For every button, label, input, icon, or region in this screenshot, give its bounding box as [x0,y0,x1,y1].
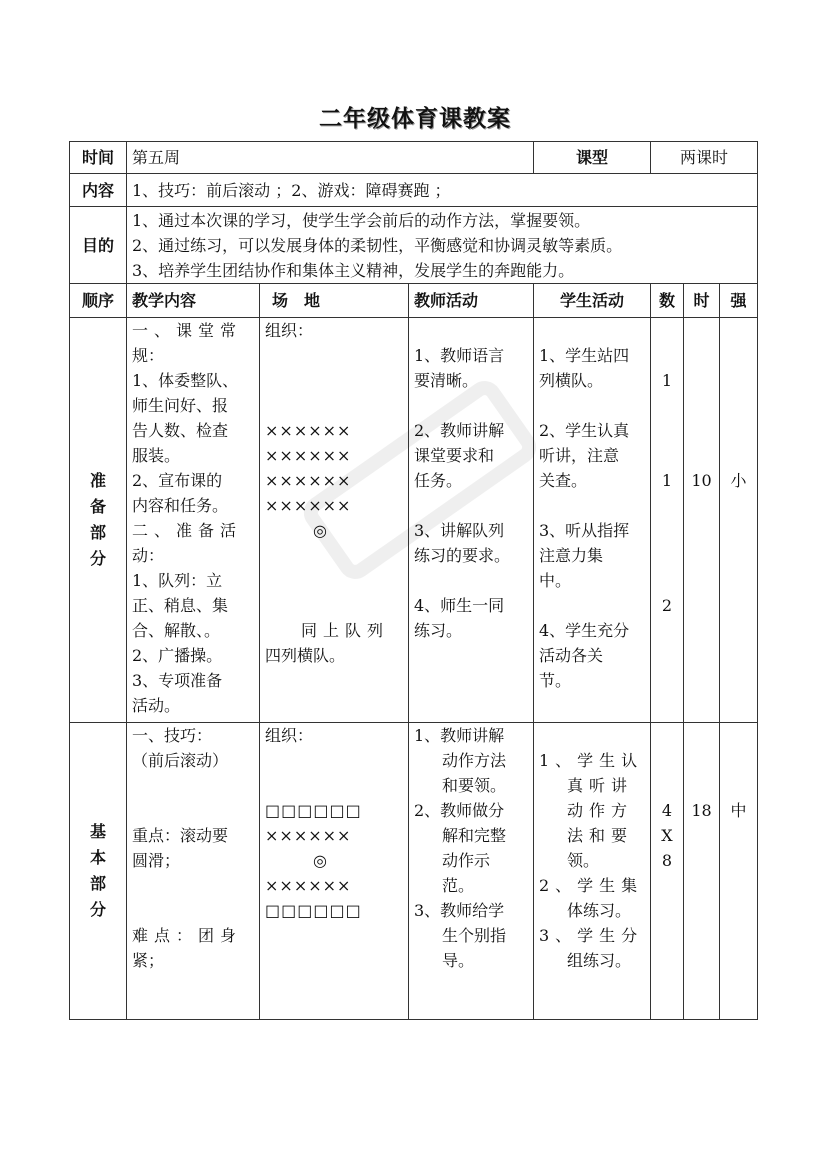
prep-section-row [70,318,758,723]
time-value: 第五周 [127,142,534,174]
time-label: 时间 [70,142,127,174]
col-venue: 场 地 [260,284,409,318]
basic-section-label: 基 本 部 分 [70,723,127,1020]
basic-section-row [70,723,758,1020]
prep-section-label: 准 备 部 分 [70,318,127,723]
goal-item: 2、通过练习，可以发展身体的柔韧性，平衡感觉和协调灵敏等素质。 [132,235,623,255]
content-row [70,174,758,207]
goal-item: 3、培养学生团结协作和集体主义精神，发展学生的奔跑能力。 [132,260,575,280]
lesson-plan-table [69,141,758,1020]
col-teacher: 教师活动 [409,284,534,318]
teacher-mark: ◎ [313,851,327,870]
basic-intensity: 中 [720,723,758,1020]
type-value: 两课时 [651,142,758,174]
content-value: 1、技巧：前后滚动 ；2、游戏：障碍赛跑 ； [127,174,758,207]
goal-list [127,207,758,284]
formation-row: □□□□□□ [265,801,362,820]
venue-note: 四列横队。 [265,646,346,665]
column-header-row [70,284,758,318]
formation-row: ×××××× [265,446,352,465]
formation-row: ×××××× [265,826,352,845]
col-time: 时 [684,284,720,318]
venue-label: 组织： [265,321,314,340]
col-student: 学生活动 [534,284,651,318]
formation-row: ×××××× [265,496,352,515]
formation-row: ×××××× [265,421,352,440]
basic-venue [260,723,409,1020]
col-count: 数 [651,284,684,318]
prep-time: 10 [684,318,720,723]
prep-venue [260,318,409,723]
col-content: 教学内容 [127,284,260,318]
formation-row: ×××××× [265,876,352,895]
goal-label: 目的 [70,207,127,284]
page-title: 二年级体育课教案 [319,106,511,132]
content-label: 内容 [70,174,127,207]
basic-time: 18 [684,723,720,1020]
formation-row: ×××××× [265,471,352,490]
col-intensity: 强 [720,284,758,318]
basic-student: 1、学生认 真听讲 动作方 法和要 领。 2、学生集 体练习。 3、学生分 组练习。 [534,723,651,1020]
prep-count: 1 1 2 [651,318,684,723]
time-row [70,142,758,174]
prep-student: 1、学生站四 列横队。 2、学生认真 听讲，注意 关查。 3、听从指挥 注意力集 中。 4、学生充分 活动各关 节。 [534,318,651,723]
type-label: 课型 [534,142,651,174]
venue-label: 组织： [265,726,314,745]
goal-item: 1、通过本次课的学习，使学生学会前后的动作方法，掌握要领。 [132,210,591,230]
venue-note: 同上队列 [301,621,390,640]
prep-content: 一、课堂常 规： 1、体委整队、 师生问好、报 告人数、检查 服装。 2、宣布课的 内容和任务。 二、准备活 动： 1、队列：立 正、稍息、集 合、解散、。 2、广播操。 3、专项准备 活动。 [127,318,260,723]
goal-row [70,207,758,284]
formation-row: □□□□□□ [265,901,362,920]
col-order: 顺序 [70,284,127,318]
prep-intensity: 小 [720,318,758,723]
teacher-mark: ◎ [313,521,327,540]
basic-content: 一、技巧： （前后滚动） 重点：滚动要 圆滑； 难点：团身 紧； [127,723,260,1020]
basic-teacher: 1、教师讲解 动作方法 和要领。 2、教师做分 解和完整 动作示 范。 3、教师给学 生个别指 导。 [409,723,534,1020]
basic-count: 4 X 8 [651,723,684,1020]
prep-teacher: 1、教师语言 要清晰。 2、教师讲解 课堂要求和 任务。 3、讲解队列 练习的要求。 4、师生一同 练习。 [409,318,534,723]
